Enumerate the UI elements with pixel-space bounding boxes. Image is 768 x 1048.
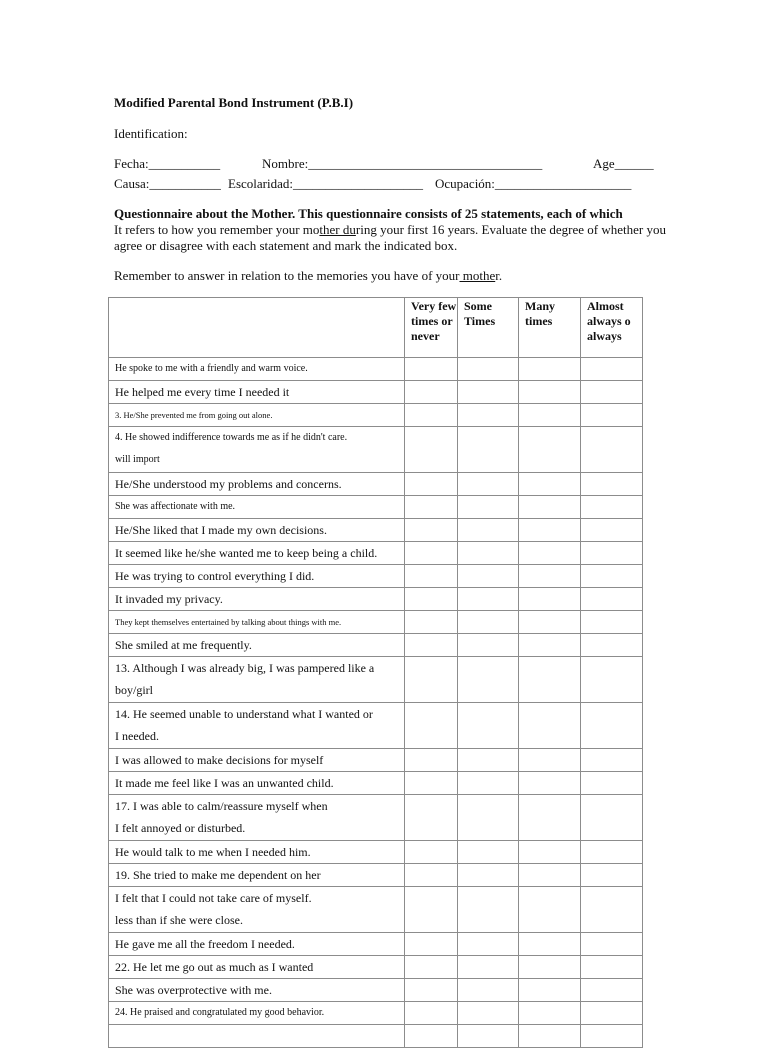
- statement-cell: [109, 1025, 405, 1048]
- statement-text: 19. She tried to make me dependent on her: [115, 868, 321, 882]
- answer-box[interactable]: [581, 496, 643, 519]
- intro-body-underlined: ther du: [319, 222, 356, 237]
- answer-box[interactable]: [581, 381, 643, 404]
- answer-box[interactable]: [405, 703, 458, 749]
- statement-cell: [109, 933, 405, 956]
- answer-box[interactable]: [405, 588, 458, 611]
- statement-cell: [109, 657, 405, 703]
- answer-box[interactable]: [519, 795, 581, 841]
- table-row: [109, 795, 643, 841]
- statement-cell: [109, 887, 405, 933]
- table-row: [109, 841, 643, 864]
- statement-cell: [109, 703, 405, 749]
- answer-box[interactable]: [458, 772, 519, 795]
- answer-box[interactable]: [581, 795, 643, 841]
- answer-box[interactable]: [458, 979, 519, 1002]
- table-row: [109, 749, 643, 772]
- statement-cell: [109, 749, 405, 772]
- table-row: [109, 979, 643, 1002]
- intro-body: [114, 222, 674, 254]
- answer-box[interactable]: [458, 565, 519, 588]
- ocupacion-field[interactable]: Ocupación:_____________________: [435, 176, 632, 191]
- remember-underlined: mothe: [459, 268, 496, 283]
- identification-label: Identification:: [114, 126, 188, 141]
- statement-cell: [109, 565, 405, 588]
- table-row: [109, 427, 643, 473]
- column-header: Very few times or never: [405, 298, 458, 358]
- page-title: Modified Parental Bond Instrument (P.B.I): [114, 95, 354, 110]
- answer-box[interactable]: [519, 979, 581, 1002]
- answer-box[interactable]: [581, 565, 643, 588]
- nombre-field[interactable]: Nombre:____________________________________: [262, 156, 543, 171]
- answer-box[interactable]: [519, 404, 581, 427]
- answer-box[interactable]: [458, 887, 519, 933]
- statement-cell: [109, 1002, 405, 1025]
- answer-box[interactable]: [458, 496, 519, 519]
- answer-box[interactable]: [581, 427, 643, 473]
- table-row: [109, 634, 643, 657]
- answer-box[interactable]: [581, 1002, 643, 1025]
- statement-text: It seemed like he/she wanted me to keep being a child.: [115, 546, 378, 560]
- remember-part: r.: [495, 268, 503, 283]
- intro-body-part: ring your first 16 years. Evaluate the degree of whether you agree or disagree with each statement and mark the indicated box.: [114, 222, 666, 253]
- statement-cell: [109, 496, 405, 519]
- statement-text: 22. He let me go out as much as I wanted: [115, 960, 314, 974]
- answer-box[interactable]: [519, 1002, 581, 1025]
- escolaridad-field[interactable]: Escolaridad:____________________: [228, 176, 423, 191]
- answer-box[interactable]: [519, 611, 581, 634]
- answer-box[interactable]: [405, 473, 458, 496]
- causa-field[interactable]: Causa:___________: [114, 176, 221, 191]
- answer-box[interactable]: [519, 749, 581, 772]
- statement-text: He/She understood my problems and concerns.: [115, 477, 342, 491]
- statement-text: I needed.: [115, 729, 159, 743]
- answer-box[interactable]: [519, 588, 581, 611]
- answer-box[interactable]: [519, 542, 581, 565]
- answer-box[interactable]: [581, 979, 643, 1002]
- statement-text: They kept themselves entertained by talking about things with me.: [115, 617, 342, 627]
- answer-box[interactable]: [458, 841, 519, 864]
- table-row: [109, 542, 643, 565]
- answer-box[interactable]: [405, 1025, 458, 1048]
- answer-box[interactable]: [458, 611, 519, 634]
- answer-box[interactable]: [405, 979, 458, 1002]
- answer-box[interactable]: [405, 611, 458, 634]
- column-header: Almost always o always: [581, 298, 643, 358]
- answer-box[interactable]: [405, 404, 458, 427]
- answer-box[interactable]: [519, 634, 581, 657]
- answer-box[interactable]: [405, 933, 458, 956]
- answer-box[interactable]: [405, 427, 458, 473]
- statement-text: She smiled at me frequently.: [115, 638, 252, 652]
- table-row: [109, 496, 643, 519]
- age-field[interactable]: Age______: [593, 156, 654, 171]
- statement-text: I felt that I could not take care of myself.: [115, 891, 312, 905]
- table-row: [109, 358, 643, 381]
- answer-box[interactable]: [581, 841, 643, 864]
- statement-cell: [109, 772, 405, 795]
- table-row: [109, 1025, 643, 1048]
- answer-box[interactable]: [519, 887, 581, 933]
- statement-text: 3. He/She prevented me from going out alone.: [115, 410, 273, 420]
- answer-box[interactable]: [405, 749, 458, 772]
- statement-text: It made me feel like I was an unwanted child.: [115, 776, 334, 790]
- fecha-field[interactable]: Fecha:___________: [114, 156, 221, 171]
- statement-text: He gave me all the freedom I needed.: [115, 937, 295, 951]
- statement-text: will import: [115, 454, 160, 465]
- table-row: [109, 404, 643, 427]
- answer-box[interactable]: [519, 565, 581, 588]
- answer-box[interactable]: [458, 795, 519, 841]
- table-row: [109, 565, 643, 588]
- answer-box[interactable]: [458, 381, 519, 404]
- statement-text: I felt annoyed or disturbed.: [115, 821, 246, 835]
- answer-box[interactable]: [581, 772, 643, 795]
- answer-box[interactable]: [458, 588, 519, 611]
- answer-box[interactable]: [405, 519, 458, 542]
- answer-box[interactable]: [581, 542, 643, 565]
- table-row: [109, 611, 643, 634]
- table-row: [109, 473, 643, 496]
- answer-box[interactable]: [581, 933, 643, 956]
- answer-box[interactable]: [581, 703, 643, 749]
- answer-box[interactable]: [519, 956, 581, 979]
- answer-box[interactable]: [405, 381, 458, 404]
- answer-box[interactable]: [405, 634, 458, 657]
- intro-heading: Questionnaire about the Mother. This questionnaire consists of 25 statements, each of which: [114, 206, 623, 221]
- answer-box[interactable]: [458, 864, 519, 887]
- answer-box[interactable]: [458, 703, 519, 749]
- answer-box[interactable]: [519, 1025, 581, 1048]
- answer-box[interactable]: [519, 381, 581, 404]
- answer-box[interactable]: [581, 634, 643, 657]
- answer-box[interactable]: [519, 427, 581, 473]
- statement-text: I was allowed to make decisions for myself: [115, 753, 324, 767]
- answer-box[interactable]: [581, 358, 643, 381]
- answer-box[interactable]: [458, 956, 519, 979]
- answer-box[interactable]: [458, 473, 519, 496]
- answer-box[interactable]: [405, 657, 458, 703]
- answer-box[interactable]: [458, 657, 519, 703]
- answer-box[interactable]: [581, 887, 643, 933]
- answer-box[interactable]: [405, 887, 458, 933]
- statement-text: He/She liked that I made my own decisions.: [115, 523, 327, 537]
- answer-box[interactable]: [458, 358, 519, 381]
- statement-cell: [109, 427, 405, 473]
- answer-box[interactable]: [405, 542, 458, 565]
- statement-text: 4. He showed indifference towards me as if he didn't care.: [115, 432, 348, 443]
- answer-box[interactable]: [519, 933, 581, 956]
- answer-box[interactable]: [405, 358, 458, 381]
- answer-box[interactable]: [458, 404, 519, 427]
- table-row: [109, 933, 643, 956]
- answer-box[interactable]: [519, 772, 581, 795]
- answer-box[interactable]: [519, 864, 581, 887]
- statement-cell: [109, 841, 405, 864]
- answer-box[interactable]: [581, 749, 643, 772]
- statement-cell: [109, 404, 405, 427]
- table-row: [109, 703, 643, 749]
- answer-box[interactable]: [519, 473, 581, 496]
- answer-box[interactable]: [458, 634, 519, 657]
- answer-box[interactable]: [581, 864, 643, 887]
- answer-box[interactable]: [458, 427, 519, 473]
- table-row: [109, 657, 643, 703]
- statement-text: He would talk to me when I needed him.: [115, 845, 311, 859]
- answer-box[interactable]: [519, 519, 581, 542]
- table-header-row: [109, 298, 643, 358]
- statement-text: She was overprotective with me.: [115, 983, 272, 997]
- answer-box[interactable]: [581, 611, 643, 634]
- statement-text: She was affectionate with me.: [115, 501, 236, 512]
- answer-box[interactable]: [519, 841, 581, 864]
- statement-cell: [109, 864, 405, 887]
- statement-cell: [109, 519, 405, 542]
- answer-box[interactable]: [581, 1025, 643, 1048]
- table-row: [109, 381, 643, 404]
- answer-box[interactable]: [581, 473, 643, 496]
- answer-box[interactable]: [581, 519, 643, 542]
- statement-cell: [109, 979, 405, 1002]
- table-row: [109, 772, 643, 795]
- answer-box[interactable]: [405, 795, 458, 841]
- answer-box[interactable]: [519, 657, 581, 703]
- answer-box[interactable]: [405, 496, 458, 519]
- statement-column-header: [109, 298, 405, 358]
- intro-body-part: It refers to how you remember your mo: [114, 222, 320, 237]
- table-row: [109, 519, 643, 542]
- answer-box[interactable]: [581, 404, 643, 427]
- statement-text: It invaded my privacy.: [115, 592, 223, 606]
- answer-box[interactable]: [405, 1002, 458, 1025]
- statement-text: 14. He seemed unable to understand what I wanted or: [115, 707, 373, 721]
- statement-cell: [109, 588, 405, 611]
- answer-box[interactable]: [581, 588, 643, 611]
- statement-cell: [109, 542, 405, 565]
- answer-box[interactable]: [405, 956, 458, 979]
- column-header: Many times: [519, 298, 581, 358]
- answer-box[interactable]: [458, 749, 519, 772]
- table-row: [109, 956, 643, 979]
- column-header: Some Times: [458, 298, 519, 358]
- answer-box[interactable]: [458, 519, 519, 542]
- statement-cell: [109, 358, 405, 381]
- answer-box[interactable]: [405, 864, 458, 887]
- table-body: [109, 358, 643, 1048]
- answer-box[interactable]: [405, 772, 458, 795]
- answer-box[interactable]: [581, 657, 643, 703]
- statement-text: 17. I was able to calm/reassure myself when: [115, 799, 328, 813]
- answer-box[interactable]: [405, 841, 458, 864]
- answer-box[interactable]: [405, 565, 458, 588]
- statement-text: boy/girl: [115, 683, 153, 697]
- answer-box[interactable]: [458, 542, 519, 565]
- answer-box[interactable]: [519, 703, 581, 749]
- statement-cell: [109, 956, 405, 979]
- answer-box[interactable]: [581, 956, 643, 979]
- statement-text: 13. Although I was already big, I was pampered like a: [115, 661, 375, 675]
- statement-text: He helped me every time I needed it: [115, 385, 290, 399]
- statement-text: He spoke to me with a friendly and warm voice.: [115, 363, 308, 374]
- statement-text: 24. He praised and congratulated my good behavior.: [115, 1007, 325, 1018]
- answer-box[interactable]: [458, 1002, 519, 1025]
- table-row: [109, 1002, 643, 1025]
- statement-cell: [109, 611, 405, 634]
- answer-box[interactable]: [519, 496, 581, 519]
- statement-cell: [109, 473, 405, 496]
- remember-part: Remember to answer in relation to the memories you have of your: [114, 268, 460, 283]
- statement-cell: [109, 795, 405, 841]
- table-row: [109, 864, 643, 887]
- answer-box[interactable]: [519, 358, 581, 381]
- questionnaire-table: [108, 297, 643, 1048]
- statement-cell: [109, 634, 405, 657]
- statement-text: He was trying to control everything I did.: [115, 569, 315, 583]
- table-row: [109, 887, 643, 933]
- remember-note: [114, 268, 502, 284]
- statement-cell: [109, 381, 405, 404]
- statement-text: less than if she were close.: [115, 913, 243, 927]
- answer-box[interactable]: [458, 933, 519, 956]
- answer-box[interactable]: [458, 1025, 519, 1048]
- table-row: [109, 588, 643, 611]
